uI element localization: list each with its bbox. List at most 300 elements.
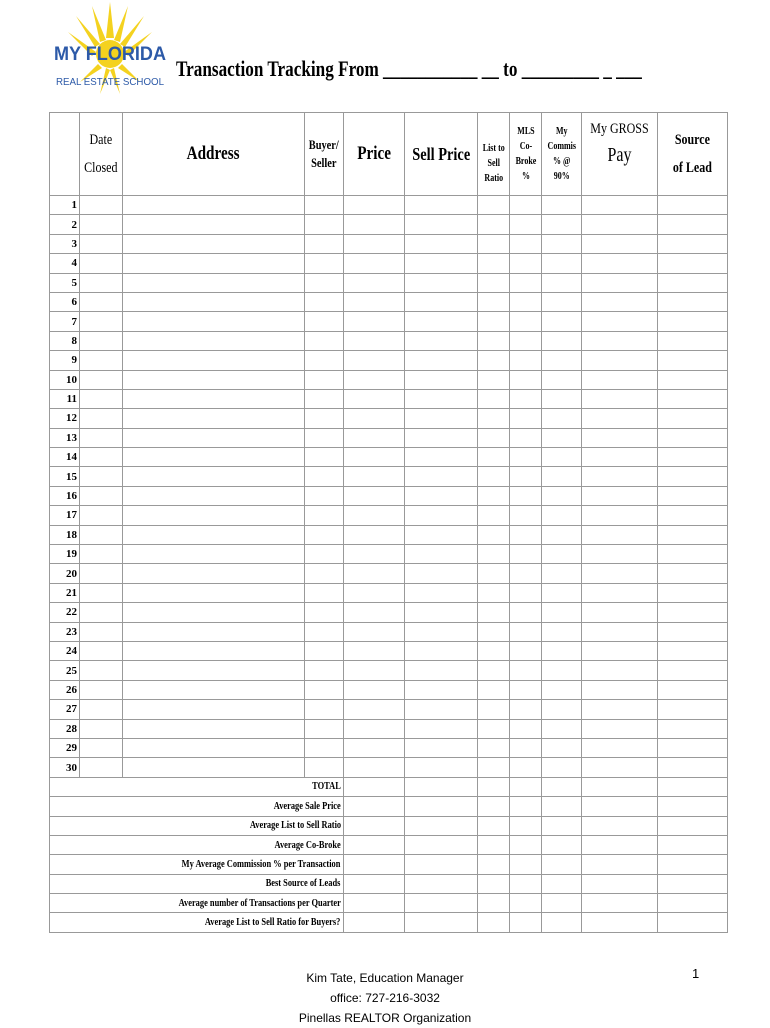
table-cell[interactable] [304,506,343,525]
table-cell[interactable] [404,215,477,234]
table-cell[interactable] [80,564,123,583]
table-cell[interactable] [582,661,658,680]
table-cell[interactable] [542,719,582,738]
table-cell[interactable] [343,738,404,757]
summary-cell[interactable] [658,816,728,835]
table-cell[interactable] [304,215,343,234]
summary-cell[interactable] [542,894,582,913]
summary-cell[interactable] [404,777,477,796]
table-cell[interactable] [122,486,304,505]
table-cell[interactable] [80,292,123,311]
table-cell[interactable] [122,700,304,719]
table-cell[interactable] [478,370,510,389]
table-cell[interactable] [80,254,123,273]
table-cell[interactable] [658,700,728,719]
table-cell[interactable] [404,641,477,660]
table-cell[interactable] [404,758,477,777]
table-cell[interactable] [542,234,582,253]
table-cell[interactable] [343,719,404,738]
table-cell[interactable] [582,545,658,564]
table-cell[interactable] [478,312,510,331]
table-cell[interactable] [80,215,123,234]
table-cell[interactable] [404,312,477,331]
table-cell[interactable] [80,583,123,602]
table-cell[interactable] [304,738,343,757]
table-cell[interactable] [343,273,404,292]
summary-cell[interactable] [658,777,728,796]
table-cell[interactable] [658,312,728,331]
table-cell[interactable] [478,448,510,467]
table-cell[interactable] [343,448,404,467]
summary-cell[interactable] [404,913,477,932]
table-cell[interactable] [542,389,582,408]
table-cell[interactable] [404,389,477,408]
summary-cell[interactable] [510,894,542,913]
table-cell[interactable] [542,254,582,273]
summary-cell[interactable] [478,894,510,913]
table-cell[interactable] [478,409,510,428]
table-cell[interactable] [542,545,582,564]
table-cell[interactable] [404,467,477,486]
table-cell[interactable] [510,467,542,486]
table-cell[interactable] [582,564,658,583]
table-cell[interactable] [404,545,477,564]
table-cell[interactable] [542,331,582,350]
table-cell[interactable] [658,389,728,408]
table-cell[interactable] [542,738,582,757]
table-cell[interactable] [343,758,404,777]
table-cell[interactable] [478,273,510,292]
table-cell[interactable] [304,525,343,544]
table-cell[interactable] [404,196,477,215]
table-cell[interactable] [542,758,582,777]
table-cell[interactable] [658,234,728,253]
table-cell[interactable] [122,719,304,738]
table-cell[interactable] [478,331,510,350]
table-cell[interactable] [122,292,304,311]
table-cell[interactable] [542,215,582,234]
summary-cell[interactable] [510,835,542,854]
table-cell[interactable] [80,758,123,777]
table-cell[interactable] [510,234,542,253]
table-cell[interactable] [582,603,658,622]
table-cell[interactable] [404,583,477,602]
table-cell[interactable] [478,564,510,583]
table-cell[interactable] [542,351,582,370]
summary-cell[interactable] [404,874,477,893]
table-cell[interactable] [478,506,510,525]
table-cell[interactable] [478,719,510,738]
table-cell[interactable] [582,700,658,719]
table-cell[interactable] [582,622,658,641]
table-cell[interactable] [304,603,343,622]
table-cell[interactable] [582,506,658,525]
table-cell[interactable] [304,545,343,564]
table-cell[interactable] [658,486,728,505]
table-cell[interactable] [478,351,510,370]
table-cell[interactable] [404,351,477,370]
table-cell[interactable] [343,254,404,273]
table-cell[interactable] [122,273,304,292]
table-cell[interactable] [658,564,728,583]
table-cell[interactable] [404,719,477,738]
table-cell[interactable] [80,234,123,253]
table-cell[interactable] [542,564,582,583]
table-cell[interactable] [542,525,582,544]
table-cell[interactable] [122,661,304,680]
summary-cell[interactable] [510,797,542,816]
table-cell[interactable] [510,680,542,699]
table-cell[interactable] [122,448,304,467]
summary-cell[interactable] [343,777,404,796]
table-cell[interactable] [304,467,343,486]
table-cell[interactable] [658,758,728,777]
table-cell[interactable] [510,583,542,602]
table-cell[interactable] [510,409,542,428]
table-cell[interactable] [510,292,542,311]
table-cell[interactable] [404,661,477,680]
table-cell[interactable] [478,641,510,660]
table-cell[interactable] [343,331,404,350]
summary-cell[interactable] [404,894,477,913]
table-cell[interactable] [122,680,304,699]
summary-cell[interactable] [343,874,404,893]
table-cell[interactable] [478,622,510,641]
table-cell[interactable] [582,448,658,467]
table-cell[interactable] [658,680,728,699]
table-cell[interactable] [404,370,477,389]
table-cell[interactable] [658,622,728,641]
summary-cell[interactable] [478,835,510,854]
table-cell[interactable] [582,738,658,757]
table-cell[interactable] [343,196,404,215]
table-cell[interactable] [658,292,728,311]
table-cell[interactable] [510,641,542,660]
table-cell[interactable] [304,273,343,292]
table-cell[interactable] [510,486,542,505]
table-cell[interactable] [582,273,658,292]
table-cell[interactable] [510,738,542,757]
table-cell[interactable] [658,215,728,234]
table-cell[interactable] [478,234,510,253]
table-cell[interactable] [582,254,658,273]
summary-cell[interactable] [542,913,582,932]
summary-cell[interactable] [542,835,582,854]
table-cell[interactable] [343,603,404,622]
table-cell[interactable] [304,583,343,602]
summary-cell[interactable] [542,816,582,835]
table-cell[interactable] [343,525,404,544]
table-cell[interactable] [304,292,343,311]
table-cell[interactable] [658,641,728,660]
summary-cell[interactable] [582,894,658,913]
table-cell[interactable] [80,389,123,408]
summary-cell[interactable] [404,835,477,854]
summary-cell[interactable] [658,797,728,816]
table-cell[interactable] [478,680,510,699]
table-cell[interactable] [80,738,123,757]
table-cell[interactable] [343,351,404,370]
table-cell[interactable] [304,234,343,253]
summary-cell[interactable] [478,816,510,835]
table-cell[interactable] [510,700,542,719]
table-cell[interactable] [582,292,658,311]
table-cell[interactable] [122,583,304,602]
table-cell[interactable] [304,196,343,215]
table-cell[interactable] [122,564,304,583]
table-cell[interactable] [510,273,542,292]
summary-cell[interactable] [582,797,658,816]
table-cell[interactable] [478,215,510,234]
table-cell[interactable] [404,622,477,641]
table-cell[interactable] [122,641,304,660]
table-cell[interactable] [542,467,582,486]
table-cell[interactable] [404,506,477,525]
table-cell[interactable] [542,428,582,447]
summary-cell[interactable] [582,835,658,854]
table-cell[interactable] [80,506,123,525]
table-cell[interactable] [478,292,510,311]
table-cell[interactable] [658,409,728,428]
summary-cell[interactable] [582,874,658,893]
table-cell[interactable] [122,389,304,408]
table-cell[interactable] [122,758,304,777]
table-cell[interactable] [122,428,304,447]
table-cell[interactable] [343,545,404,564]
summary-cell[interactable] [343,816,404,835]
table-cell[interactable] [478,758,510,777]
table-cell[interactable] [343,641,404,660]
summary-cell[interactable] [343,797,404,816]
table-cell[interactable] [122,351,304,370]
table-cell[interactable] [658,603,728,622]
table-cell[interactable] [582,389,658,408]
table-cell[interactable] [304,641,343,660]
table-cell[interactable] [122,525,304,544]
table-cell[interactable] [304,680,343,699]
table-cell[interactable] [478,700,510,719]
table-cell[interactable] [542,583,582,602]
summary-cell[interactable] [404,797,477,816]
table-cell[interactable] [582,719,658,738]
table-cell[interactable] [304,312,343,331]
table-cell[interactable] [658,467,728,486]
table-cell[interactable] [658,738,728,757]
table-cell[interactable] [80,312,123,331]
summary-cell[interactable] [510,874,542,893]
table-cell[interactable] [80,622,123,641]
table-cell[interactable] [478,467,510,486]
table-cell[interactable] [304,661,343,680]
table-cell[interactable] [122,506,304,525]
table-cell[interactable] [304,564,343,583]
table-cell[interactable] [478,661,510,680]
summary-cell[interactable] [343,855,404,874]
table-cell[interactable] [304,758,343,777]
table-cell[interactable] [542,700,582,719]
table-cell[interactable] [510,370,542,389]
table-cell[interactable] [658,448,728,467]
summary-cell[interactable] [542,855,582,874]
table-cell[interactable] [582,234,658,253]
table-cell[interactable] [510,215,542,234]
table-cell[interactable] [404,234,477,253]
table-cell[interactable] [343,428,404,447]
summary-cell[interactable] [542,797,582,816]
table-cell[interactable] [343,234,404,253]
table-cell[interactable] [582,331,658,350]
summary-cell[interactable] [510,913,542,932]
summary-cell[interactable] [404,816,477,835]
table-cell[interactable] [343,389,404,408]
summary-cell[interactable] [542,777,582,796]
table-cell[interactable] [122,196,304,215]
table-cell[interactable] [343,506,404,525]
table-cell[interactable] [658,525,728,544]
table-cell[interactable] [510,389,542,408]
table-cell[interactable] [542,409,582,428]
table-cell[interactable] [404,603,477,622]
table-cell[interactable] [542,292,582,311]
summary-cell[interactable] [510,855,542,874]
table-cell[interactable] [80,641,123,660]
table-cell[interactable] [582,409,658,428]
table-cell[interactable] [542,641,582,660]
table-cell[interactable] [80,448,123,467]
table-cell[interactable] [542,603,582,622]
table-cell[interactable] [658,254,728,273]
table-cell[interactable] [404,428,477,447]
table-cell[interactable] [304,719,343,738]
table-cell[interactable] [122,409,304,428]
table-cell[interactable] [80,196,123,215]
table-cell[interactable] [343,564,404,583]
table-cell[interactable] [404,486,477,505]
table-cell[interactable] [122,234,304,253]
table-cell[interactable] [343,622,404,641]
table-cell[interactable] [582,312,658,331]
table-cell[interactable] [80,428,123,447]
table-cell[interactable] [122,331,304,350]
summary-cell[interactable] [343,835,404,854]
table-cell[interactable] [122,622,304,641]
table-cell[interactable] [478,525,510,544]
table-cell[interactable] [582,525,658,544]
summary-cell[interactable] [510,816,542,835]
table-cell[interactable] [404,273,477,292]
table-cell[interactable] [658,506,728,525]
table-cell[interactable] [304,486,343,505]
table-cell[interactable] [658,583,728,602]
table-cell[interactable] [510,525,542,544]
table-cell[interactable] [404,292,477,311]
table-cell[interactable] [304,331,343,350]
table-cell[interactable] [582,758,658,777]
table-cell[interactable] [478,428,510,447]
table-cell[interactable] [542,196,582,215]
table-cell[interactable] [343,467,404,486]
table-cell[interactable] [343,292,404,311]
summary-cell[interactable] [478,797,510,816]
table-cell[interactable] [343,680,404,699]
table-cell[interactable] [582,467,658,486]
summary-cell[interactable] [658,874,728,893]
table-cell[interactable] [80,719,123,738]
table-cell[interactable] [510,448,542,467]
table-cell[interactable] [510,661,542,680]
table-cell[interactable] [80,467,123,486]
table-cell[interactable] [582,583,658,602]
table-cell[interactable] [80,661,123,680]
table-cell[interactable] [478,196,510,215]
table-cell[interactable] [122,467,304,486]
table-cell[interactable] [122,603,304,622]
table-cell[interactable] [80,351,123,370]
table-cell[interactable] [80,486,123,505]
table-cell[interactable] [582,486,658,505]
summary-cell[interactable] [510,777,542,796]
table-cell[interactable] [343,583,404,602]
table-cell[interactable] [80,273,123,292]
table-cell[interactable] [510,545,542,564]
table-cell[interactable] [304,448,343,467]
summary-cell[interactable] [478,913,510,932]
table-cell[interactable] [404,331,477,350]
table-cell[interactable] [304,700,343,719]
table-cell[interactable] [478,738,510,757]
table-cell[interactable] [80,545,123,564]
table-cell[interactable] [582,215,658,234]
table-cell[interactable] [343,661,404,680]
summary-cell[interactable] [582,777,658,796]
table-cell[interactable] [478,583,510,602]
summary-cell[interactable] [343,913,404,932]
table-cell[interactable] [658,545,728,564]
table-cell[interactable] [510,196,542,215]
table-cell[interactable] [343,312,404,331]
table-cell[interactable] [542,273,582,292]
table-cell[interactable] [582,428,658,447]
table-cell[interactable] [658,370,728,389]
table-cell[interactable] [510,506,542,525]
summary-cell[interactable] [658,855,728,874]
table-cell[interactable] [122,215,304,234]
table-cell[interactable] [122,738,304,757]
table-cell[interactable] [343,486,404,505]
table-cell[interactable] [304,351,343,370]
summary-cell[interactable] [478,777,510,796]
summary-cell[interactable] [582,816,658,835]
table-cell[interactable] [582,370,658,389]
table-cell[interactable] [478,486,510,505]
table-cell[interactable] [304,389,343,408]
summary-cell[interactable] [658,913,728,932]
table-cell[interactable] [582,641,658,660]
table-cell[interactable] [343,409,404,428]
table-cell[interactable] [404,680,477,699]
table-cell[interactable] [80,370,123,389]
summary-cell[interactable] [658,835,728,854]
table-cell[interactable] [542,680,582,699]
table-cell[interactable] [478,603,510,622]
table-cell[interactable] [80,603,123,622]
table-cell[interactable] [542,312,582,331]
table-cell[interactable] [510,254,542,273]
summary-cell[interactable] [404,855,477,874]
table-cell[interactable] [510,622,542,641]
table-cell[interactable] [80,409,123,428]
table-cell[interactable] [122,545,304,564]
